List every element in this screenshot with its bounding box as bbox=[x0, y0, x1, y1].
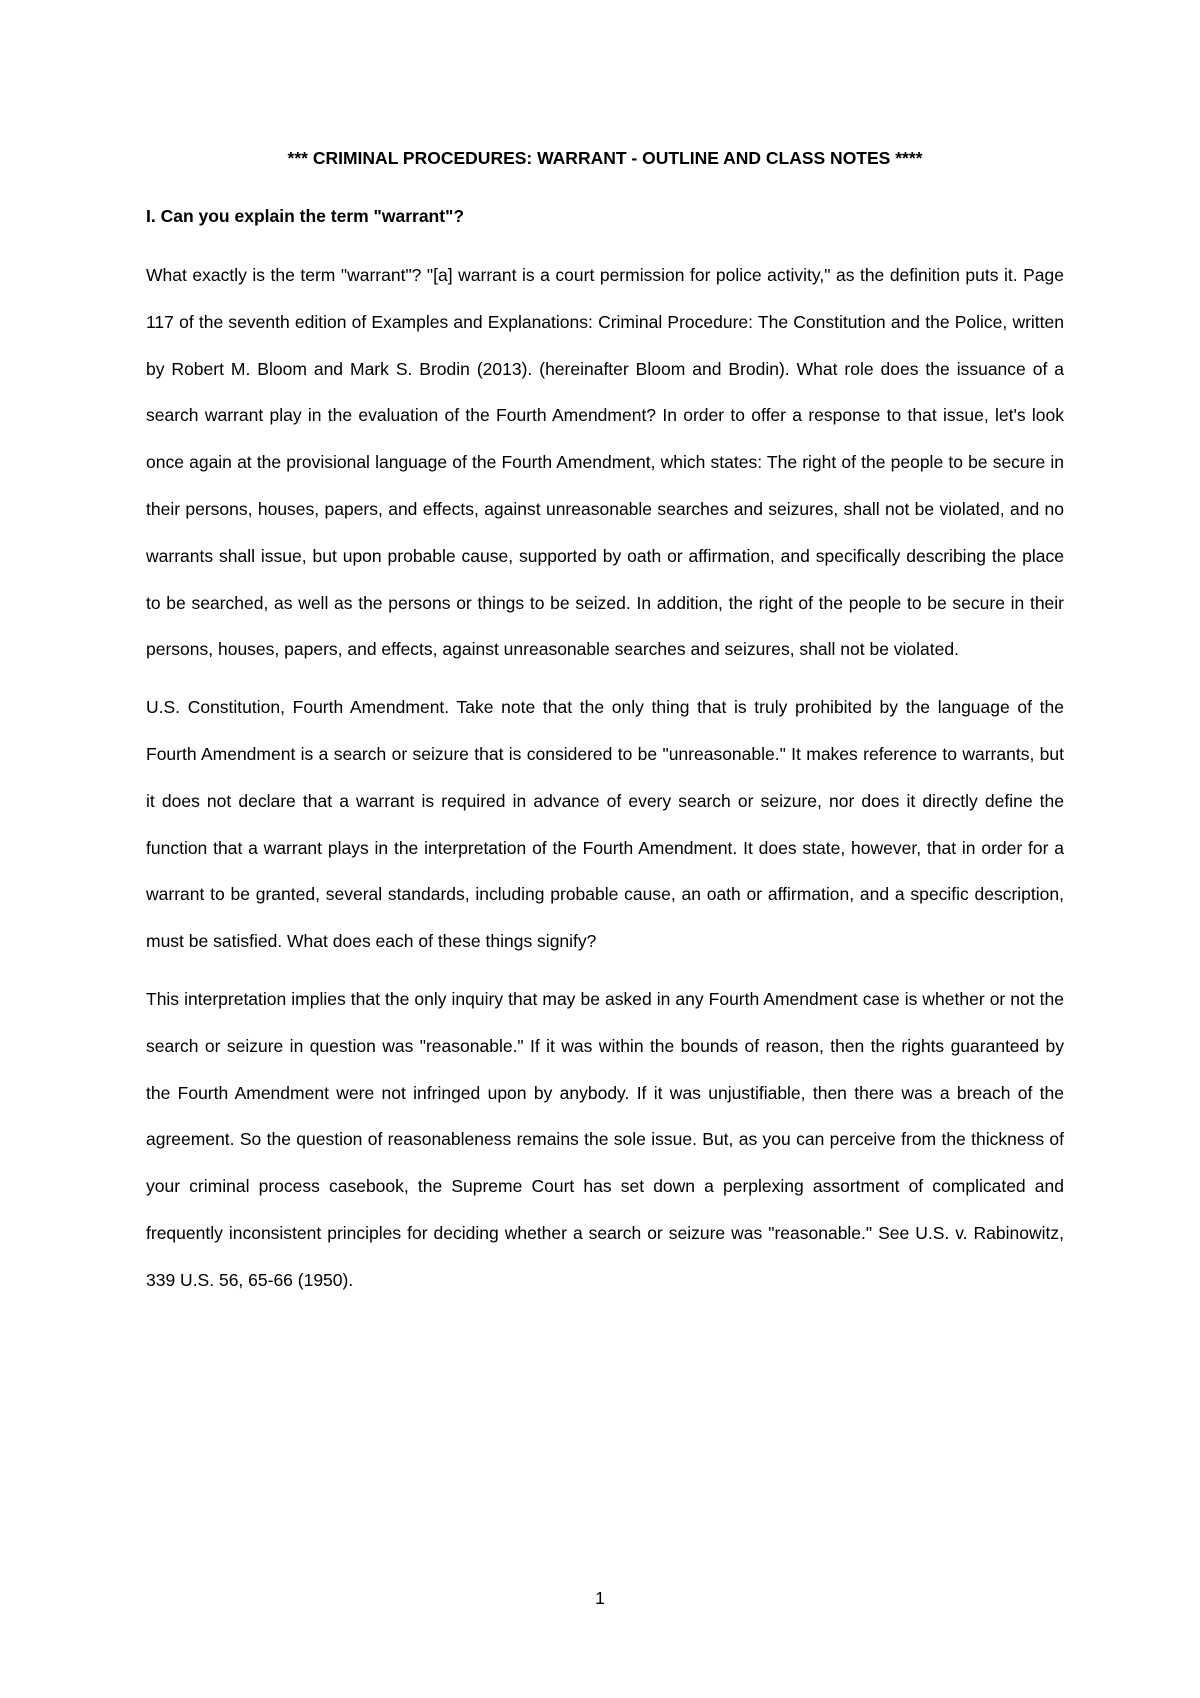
document-title: *** CRIMINAL PROCEDURES: WARRANT - OUTLINE AND CLASS NOTES **** bbox=[287, 148, 923, 168]
paragraph-interpretation: This interpretation implies that the only inquiry that may be asked in any Fourth Amendment case is whether or not the search or seizure in question was "reasonable." If it was within the bounds of reason, then the rights guaranteed by the Fourth Amendment were not infringed upon by anybody. If it was unjustifiable, then there was a breach of the agreement. So the question of reasonableness remains the sole issue. But, as you can perceive from the thickness of your criminal process casebook, the Supreme Court has set down a perplexing assortment of complicated and frequently inconsistent principles for deciding whether a search or seizure was "reasonable." See U.S. v. Rabinowitz, 339 U.S. 56, 65-66 (1950). bbox=[146, 988, 1064, 1290]
section-heading: I. Can you explain the term "warrant"? bbox=[146, 206, 465, 226]
paragraph-constitution: U.S. Constitution, Fourth Amendment. Take note that the only thing that is truly prohibited by the language of the Fourth Amendment is a search or seizure that is considered to be "unreasonable." It makes reference to warrants, but it does not declare that a warrant is required in advance of every search or seizure, nor does it directly define the function that a warrant plays in the interpretation of the Fourth Amendment. It does state, however, that in order for a warrant to be granted, several standards, including probable cause, an oath or affirmation, and a specific description, must be satisfied. What does each of these things signify? bbox=[146, 697, 1064, 952]
paragraph-definition: What exactly is the term "warrant"? "[a] warrant is a court permission for police activity," as the definition puts it. Page 117 of the seventh edition of Examples and Explanations: Criminal Procedure: The Constitution and the Police, written by Robert M. Bloom and Mark S. Brodin (2013). (hereinafter Bloom and Brodin). What role does the issuance of a search warrant play in the evaluation of the Fourth Amendment? In order to offer a response to that issue, let's look once again at the provisional language of the Fourth Amendment, which states: The right of the people to be secure in their persons, houses, papers, and effects, against unreasonable searches and seizures, shall not be violated, and no warrants shall issue, but upon probable cause, supported by oath or affirmation, and specifically describing the place to be searched, as well as the persons or things to be seized. In addition, the right of the people to be secure in their persons, houses, papers, and effects, against unreasonable searches and seizures, shall not be violated. bbox=[146, 265, 1064, 660]
document-page bbox=[146, 140, 1064, 1315]
page-number: 1 bbox=[595, 1588, 605, 1608]
